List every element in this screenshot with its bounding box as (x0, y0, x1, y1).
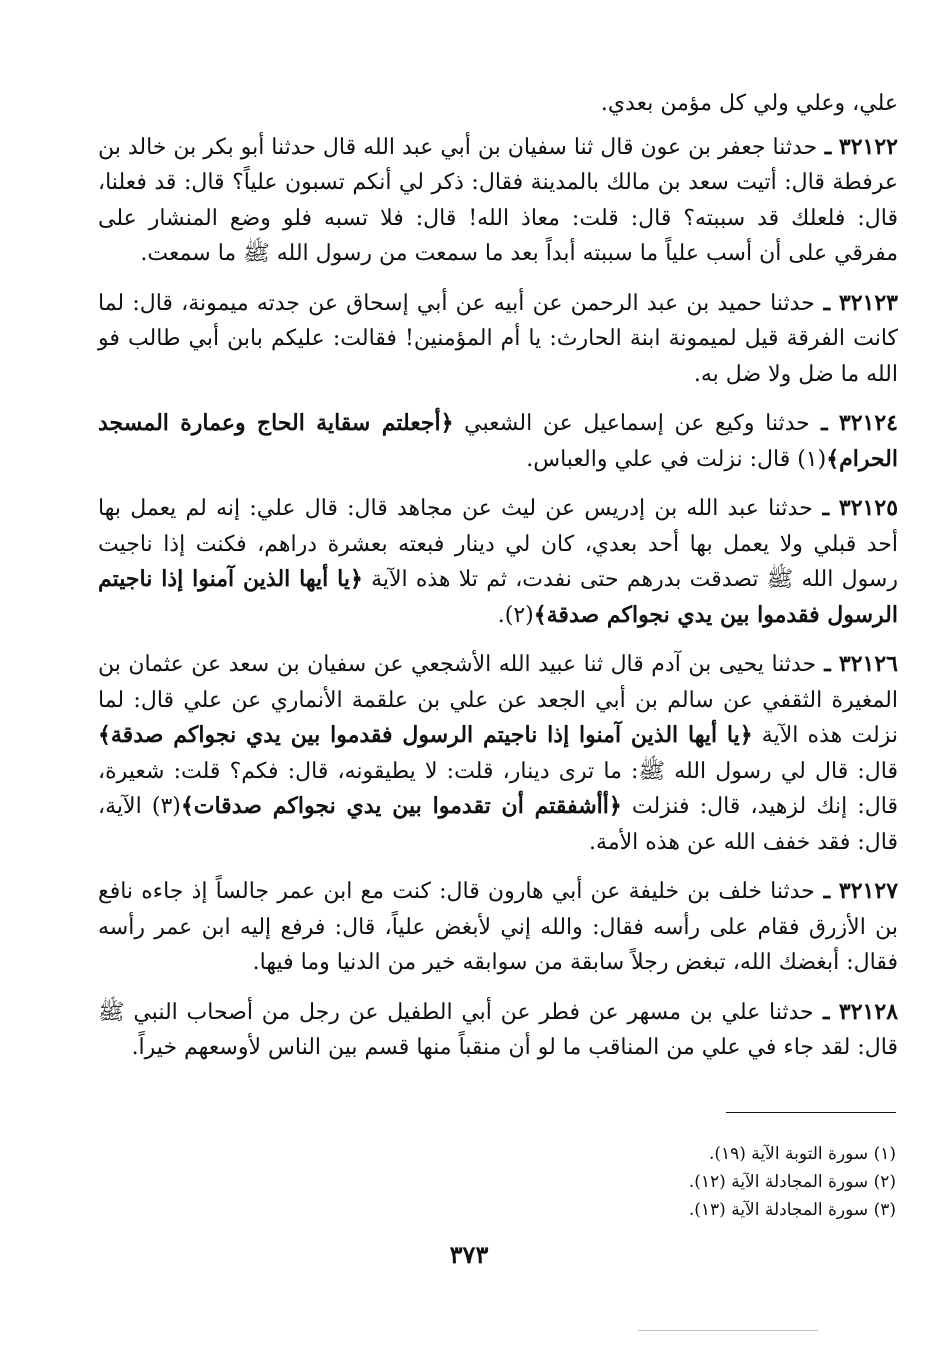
hadith-paragraph (98, 130, 898, 272)
opening-line: علي، وعلي ولي كل مؤمن بعدي. (600, 91, 898, 116)
hadith-number: ٣٢١٢٧ (838, 878, 899, 904)
hadith-dash: ـ (816, 651, 839, 677)
hadith-paragraph (98, 647, 898, 860)
quran-verse: ﴿يا أيها الذين آمنوا إذا ناجيتم الرسول فقدموا بين يدي نجواكم صدقة﴾ (98, 722, 753, 748)
quran-verse: ﴿أجعلتم سقاية الحاج وعمارة المسجد الحرام﴾ (98, 410, 898, 472)
hadith-number: ٣٢١٢٣ (838, 289, 898, 316)
hadith-number: ٣٢١٢٤ (838, 410, 898, 436)
page-number: ٣٧٣ (449, 1240, 489, 1269)
hadith-text: حدثنا وكيع عن إسماعيل عن الشعبي (453, 411, 810, 436)
hadith-dash: ـ (813, 998, 839, 1025)
hadith-text: حدثنا يحيى بن آدم قال ثنا عبيد الله الأشجعي عن سفيان بن سعد عن عثمان بن المغيرة الثقفي عن سالم بن أبي الجعد عن علي بن علقمة الأنماري عن علي قال: لما نزلت هذه الآية (98, 652, 898, 748)
hadith-text: (٣) الآية، قال: فقد خفف الله عن هذه الأمة. (98, 794, 898, 855)
footnote-2: (٢) سورة المجادلة الآية (١٢). (688, 1172, 896, 1192)
quran-verse: ﴿أأشفقتم أن تقدموا بين يدي نجواكم صدقات﴾ (180, 793, 622, 819)
hadith-paragraph (98, 491, 898, 633)
hadith-text: قال: قال لي رسول الله ﷺ: ما ترى دينار، قلت: لا يطيقونه، قال: فكم؟ قلت: شعيرة، قال: إنك لزهيد، قال: فنزلت (98, 758, 898, 819)
hadith-paragraph (98, 286, 898, 393)
hadith-text: حدثنا علي بن مسهر عن فطر عن أبي الطفيل عن رجل من أصحاب النبي ﷺ قال: لقد جاء في علي من المناقب ما لو أن منقباً منها قسم بين الناس لأوسعهم خيراً. (98, 999, 898, 1060)
hadith-number: ٣٢١٢٨ (838, 998, 899, 1025)
footnote-3: (٣) سورة المجادلة الآية (١٣). (688, 1200, 896, 1220)
hadith-paragraph (98, 995, 898, 1066)
quran-verse: ﴿يا أيها الذين آمنوا إذا ناجيتم الرسول فقدموا بين يدي نجواكم صدقة﴾ (98, 566, 898, 628)
hadith-dash: ـ (817, 133, 839, 160)
hadith-dash: ـ (812, 495, 839, 521)
footnote-1: (١) سورة التوبة الآية (١٩). (708, 1144, 896, 1164)
hadith-number: ٣٢١٢٢ (838, 133, 898, 160)
hadith-text: حدثنا عبد الله بن إدريس عن ليث عن مجاهد قال: قال علي: إنه لم يعمل بها أحد قبلي ولا يعمل بها أحد بعدي، كان لي دينار فبعته بعشرة دراهم، فكنت إذا ناجيت رسول الله ﷺ تصدقت بدرهم حتى نفدت، ثم تلا هذه الآية (98, 496, 898, 592)
footnote-divider (726, 1112, 896, 1113)
hadith-text: حدثنا خلف بن خليفة عن أبي هارون قال: كنت مع ابن عمر جالساً إذ جاءه نافع بن الأزرق فقام على رأسه فقال: والله إني لأبغض علياً، قال: فرفع إليه ابن عمر رأسه فقال: أبغضك الله، تبغض رجلاً سابقة من سوابقه خير من الدنيا وما فيها. (98, 879, 898, 975)
hadith-text: حدثنا جعفر بن عون قال ثنا سفيان بن أبي عبد الله قال حدثنا أبو بكر بن خالد بن عرفطة قال: أتيت سعد بن مالك بالمدينة فقال: ذكر لي أنكم تسبون علياً؟ قال: قد فعلنا، قال: فلعلك قد سببته؟ قال: قلت: معاذ الله! قال: فلا تسبه فلو وضع المنشار على مفرقي على أن أسب علياً ما سببته أبداً بعد ما سمعت من رسول الله ﷺ ما سمعت. (98, 134, 898, 266)
hadith-dash: ـ (814, 878, 839, 904)
hadith-dash: ـ (814, 289, 839, 316)
hadith-number: ٣٢١٢٦ (838, 651, 898, 677)
hadith-number: ٣٢١٢٥ (838, 495, 899, 521)
hadith-text: (٢). (497, 602, 534, 628)
footnotes (496, 1140, 896, 1224)
scan-artifact (638, 1330, 818, 1331)
main-text (98, 86, 898, 1080)
hadith-paragraph (98, 874, 898, 981)
hadith-dash: ـ (809, 410, 839, 436)
hadith-paragraph (98, 406, 898, 477)
hadith-text: (١) قال: نزلت في علي والعباس. (526, 446, 827, 472)
hadith-text: حدثنا حميد بن عبد الرحمن عن أبيه عن أبي إسحاق عن جدته ميمونة، قال: لما كانت الفرقة قيل لميمونة ابنة الحارث: يا أم المؤمنين! فقالت: عليكم بابن أبي طالب فو الله ما ضل ولا ضل به. (98, 290, 898, 387)
